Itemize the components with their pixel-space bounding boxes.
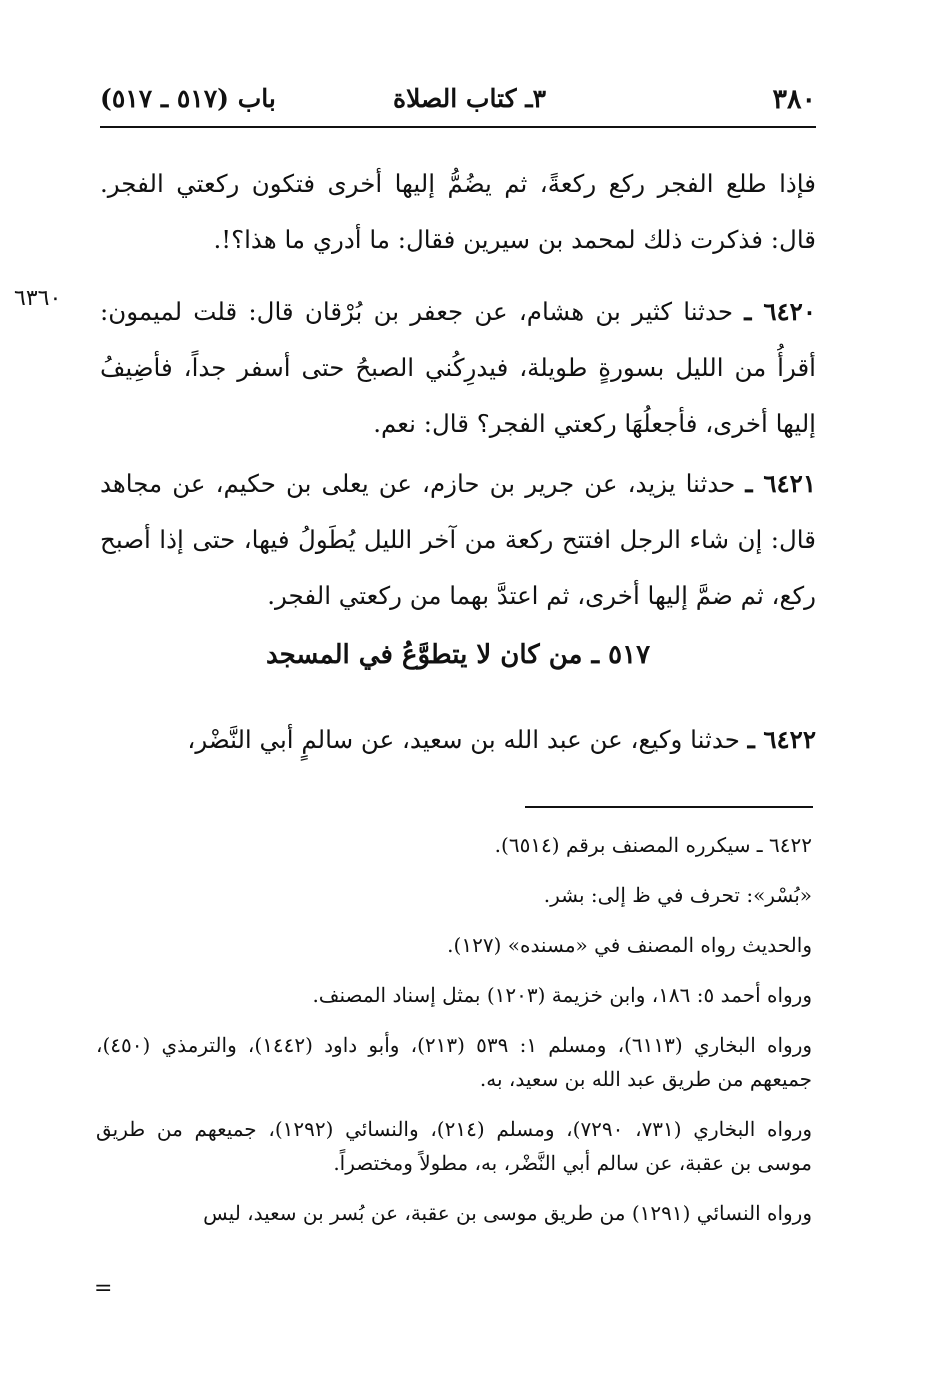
footnote: «بُسْر»: تحرف في ظ إلى: بشر. bbox=[543, 883, 812, 907]
hadith-6422 bbox=[100, 712, 816, 768]
continuation-paragraph: فإذا طلع الفجر ركع ركعةً، ثم يضُمُّ إليها أخرى فتكون ركعتي الفجر. قال: فذكرت ذلك لمحمد بن سيرين فقال: ما أدري ما هذا؟!. bbox=[100, 169, 816, 254]
footnote: ٦٤٢٢ ـ سيكرره المصنف برقم (٦٥١٤). bbox=[494, 833, 812, 857]
chapter-range: باب (٥١٧ ـ ٥١٧) bbox=[100, 84, 276, 113]
hadith-text: حدثنا وكيع، عن عبد الله بن سعيد، عن سالمٍ أبي النَّضْر، bbox=[187, 725, 748, 754]
footnote-separator bbox=[525, 806, 813, 808]
hadith-6420 bbox=[100, 284, 816, 452]
chapter-heading: ٥١٧ ـ من كان لا يتطوَّعُ في المسجد bbox=[265, 640, 651, 670]
footnote: ورواه البخاري (٦١١٣)، ومسلم ١: ٥٣٩ (٢١٣)، وأبو داود (١٤٤٢)، والترمذي (٤٥٠)، جميعهم من طريق عبد الله بن سعيد، به. bbox=[96, 1033, 813, 1091]
hadith-number: ٦٤٢١ ـ bbox=[745, 469, 816, 498]
page-number: ٣٨٠ bbox=[772, 84, 816, 115]
footnote: ورواه أحمد ٥: ١٨٦، وابن خزيمة (١٢٠٣) بمثل إسناد المصنف. bbox=[312, 983, 812, 1007]
hadith-number: ٦٤٢٢ ـ bbox=[747, 725, 816, 754]
footnote: والحديث رواه المصنف في «مسنده» (١٢٧). bbox=[447, 933, 812, 957]
header-rule bbox=[100, 126, 816, 128]
hadith-text: حدثنا يزيد، عن جرير بن حازم، عن يعلى بن حكيم، عن مجاهد قال: إن شاء الرجل افتتح ركعة من آخر الليل يُطَولُ فيها، حتى إذا أصبح ركع، ثم ضمَّ إليها أخرى، ثم اعتدَّ بهما من ركعتي الفجر. bbox=[100, 469, 816, 610]
side-number: ٦٣٦٠ bbox=[14, 286, 62, 311]
hadith-6421 bbox=[100, 456, 816, 624]
footnote: ورواه النسائي (١٢٩١) من طريق موسى بن عقبة، عن بُسر بن سعيد، ليس bbox=[203, 1201, 812, 1225]
running-header bbox=[100, 84, 816, 124]
book-title: ٣ـ كتاب الصلاة bbox=[392, 84, 546, 113]
hadith-number: ٦٤٢٠ ـ bbox=[744, 297, 816, 326]
footnote: ورواه البخاري (٧٣١، ٧٢٩٠)، ومسلم (٢١٤)، والنسائي (١٢٩٢)، جميعهم من طريق موسى بن عقبة، عن سالم أبي النَّضْر، به، مطولاً ومختصراً. bbox=[96, 1117, 813, 1175]
footnotes bbox=[96, 828, 812, 1246]
continuation-mark: = bbox=[94, 1276, 113, 1301]
hadith-text: حدثنا كثير بن هشام، عن جعفر بن بُرْقان قال: قلت لميمون: أقرأُ من الليل بسورةٍ طويلة، فيدرِكُني الصبحُ حتى أسفر جداً، فأضِيفُ إليها أخرى، فأجعلُهَا ركعتي الفجر؟ قال: نعم. bbox=[100, 297, 816, 438]
